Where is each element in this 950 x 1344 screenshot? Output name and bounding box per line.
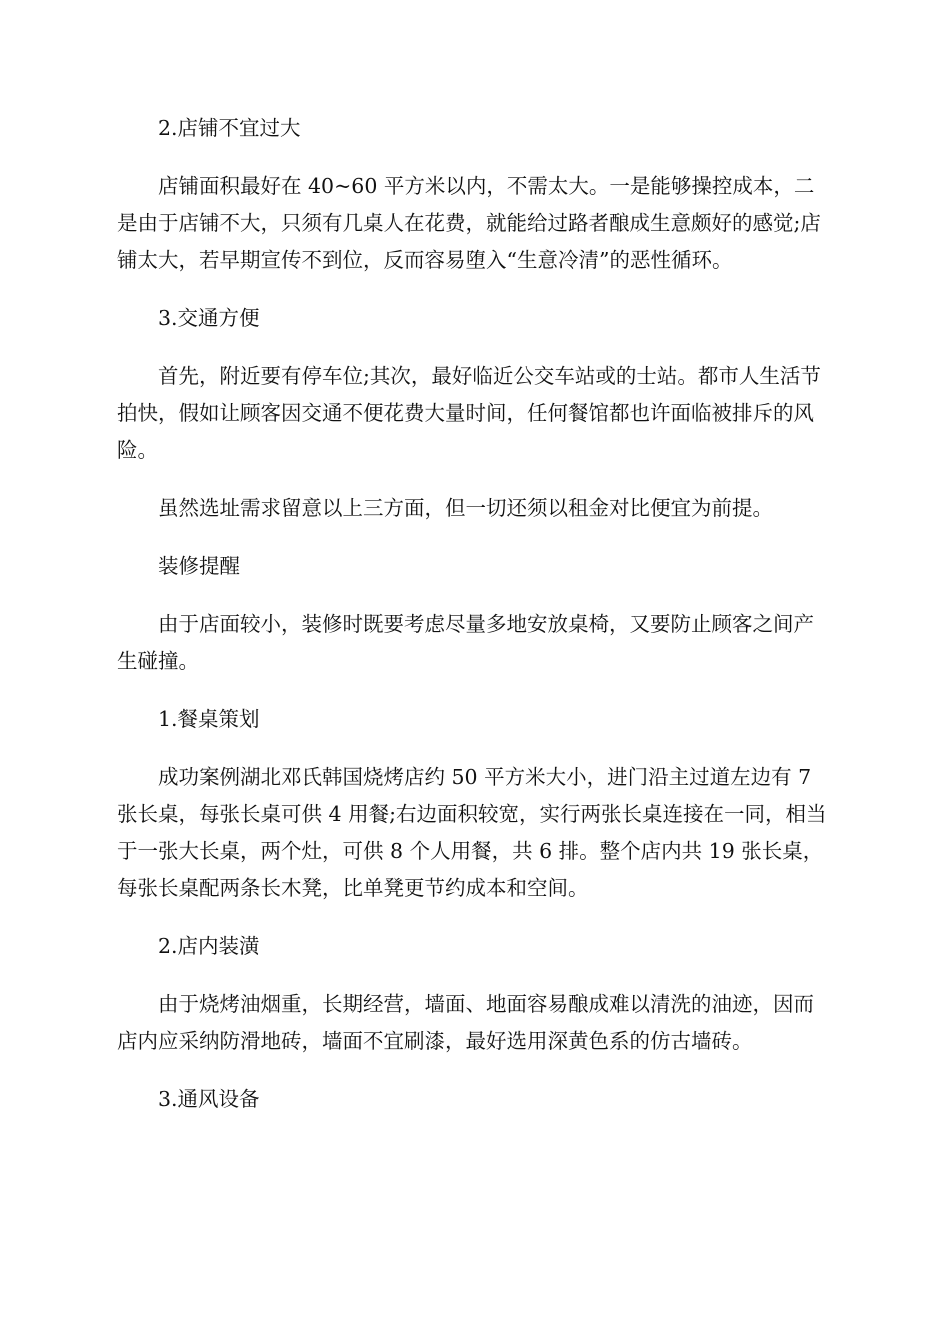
section-heading-transport: 3.交通方便 [158, 306, 260, 330]
paragraph-transport: 首先，附近要有停车位;其次，最好临近公交车站或的士站。都市人生活节拍快，假如让顾客因交通不便花费大量时间，任何餐馆都也许面临被排斥的风险。 [117, 364, 821, 462]
paragraph-table-planning: 成功案例湖北邓氏韩国烧烤店约 50 平方米大小，进门沿主过道左边有 7 张长桌，每张长桌可供 4 用餐;右边面积较宽，实行两张长桌连接在一同，相当于一张大长桌，两个灶，可供 8 个人用餐，共 6 排。整个店内共 19 张长桌，每张长桌配两条长木凳，比单凳更节约成本和空间。 [117, 765, 827, 900]
paragraph-shop-size: 店铺面积最好在 40~60 平方米以内，不需太大。一是能够操控成本，二是由于店铺不大，只须有几桌人在花费，就能给过路者酿成生意颇好的感觉;店铺太大，若早期宣传不到位，反而容易堕入“生意冷清”的恶性循环。 [117, 174, 821, 272]
paragraph-interior-decoration: 由于烧烤油烟重，长期经营，墙面、地面容易酿成难以清洗的油迹，因而店内应采纳防滑地砖，墙面不宜刷漆，最好选用深黄色系的仿古墙砖。 [117, 992, 814, 1053]
section-heading-shop-size: 2.店铺不宜过大 [158, 116, 301, 140]
section-heading-ventilation: 3.通风设备 [158, 1087, 260, 1111]
paragraph-rent-premise: 虽然选址需求留意以上三方面，但一切还须以租金对比便宜为前提。 [158, 496, 773, 520]
section-heading-interior-decoration: 2.店内装潢 [158, 934, 260, 958]
paragraph-decoration-intro: 由于店面较小，装修时既要考虑尽量多地安放桌椅，又要防止顾客之间产生碰撞。 [117, 612, 814, 673]
section-heading-decoration-tips: 装修提醒 [158, 554, 240, 578]
document-body [117, 110, 833, 1139]
section-heading-table-planning: 1.餐桌策划 [158, 707, 260, 731]
